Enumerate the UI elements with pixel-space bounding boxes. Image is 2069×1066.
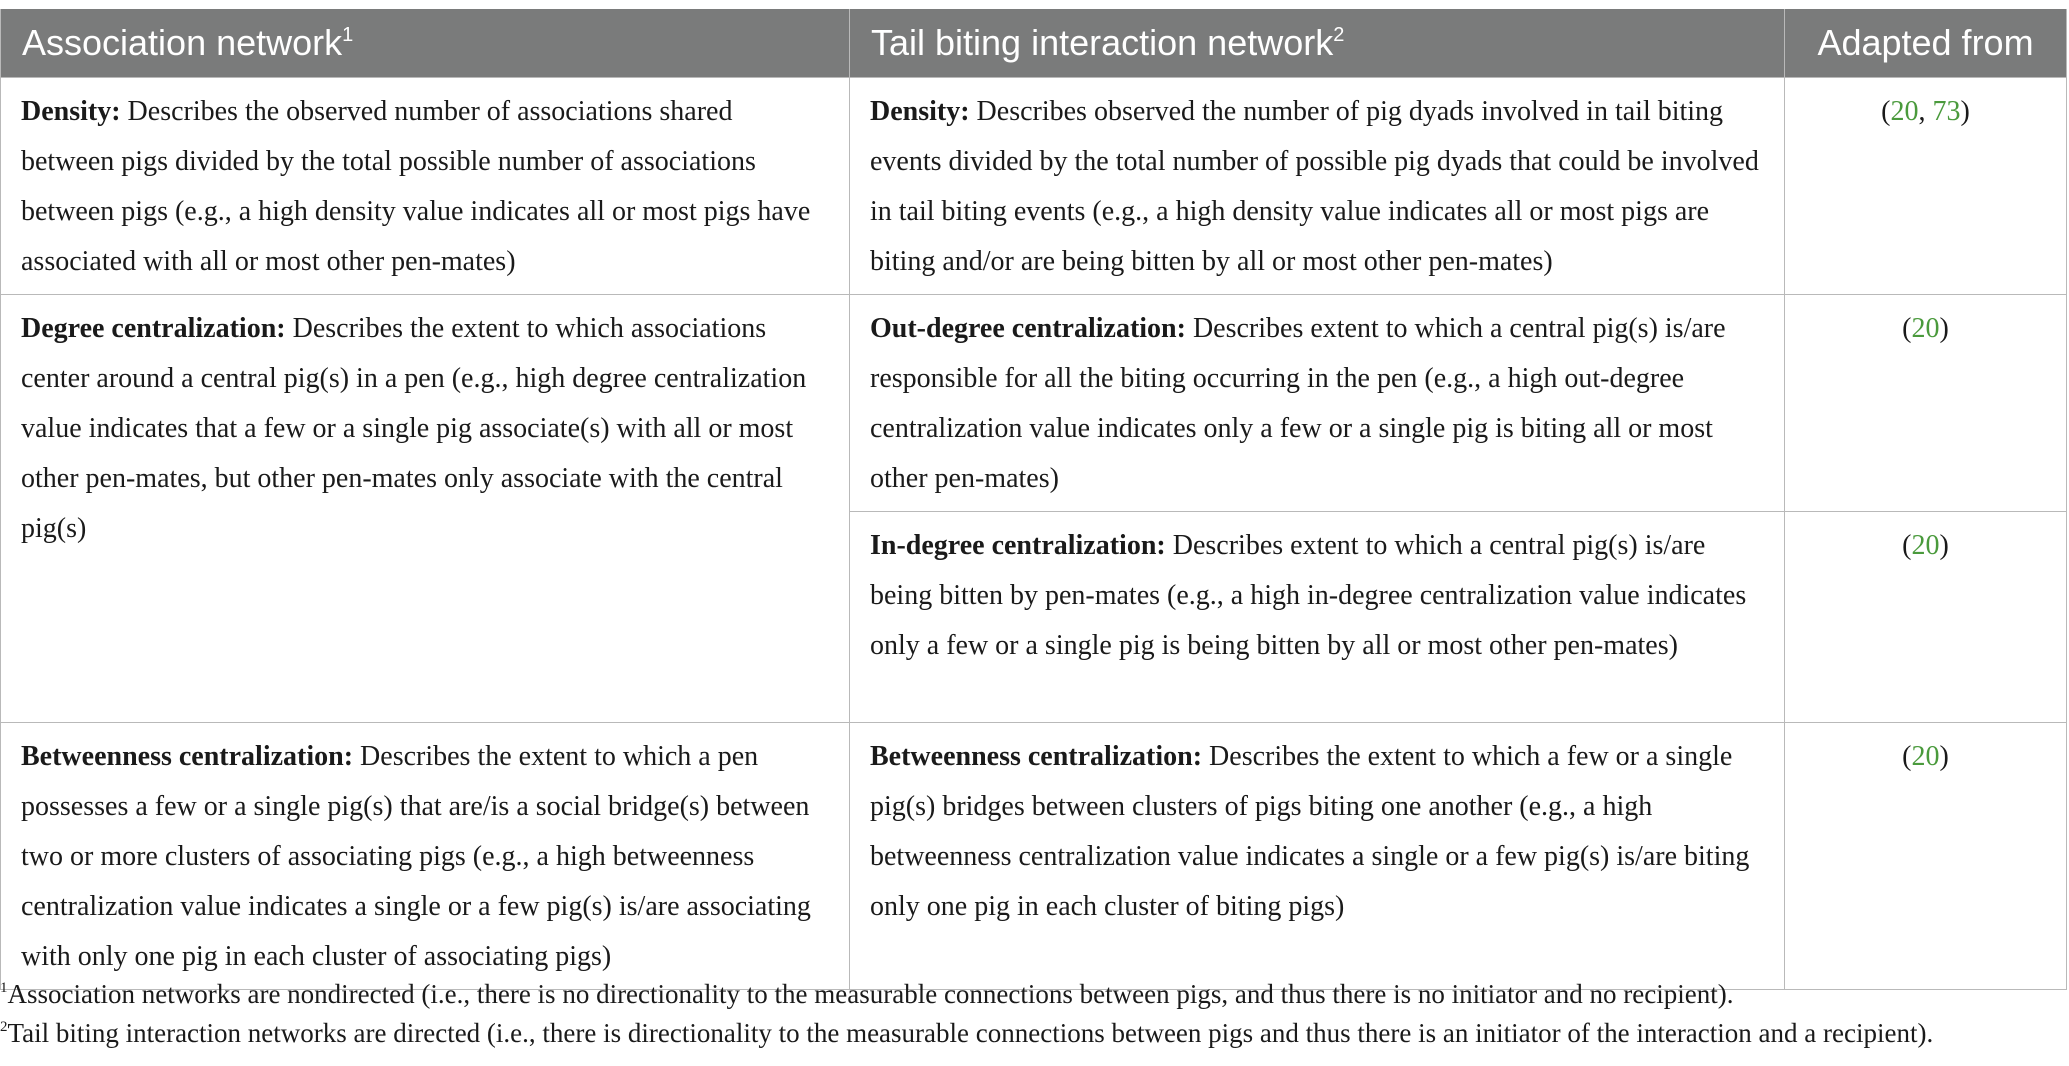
table-header xyxy=(1,9,2067,78)
tail-cell-in-degree xyxy=(850,512,1785,723)
header-tail-biting-network: Tail biting interaction network$^2$ xyxy=(850,9,1785,78)
tail-cell-out-degree xyxy=(850,295,1785,512)
ref-link[interactable]: 20 xyxy=(1911,313,1940,344)
header-row xyxy=(1,9,2067,78)
table-row xyxy=(1,78,2067,295)
table-body xyxy=(1,78,2067,990)
tail-cell-density xyxy=(850,78,1785,295)
description: Describes the extent to which a pen possesses a few or a single pig(s) that are/is a social bridge(s) between two or more clusters of associating pigs (e.g., a high betweenness centralization value indicates a single or a few pig(s) is/are associating with only one pig in each cluster of associating pigs) xyxy=(21,741,811,972)
ref-cell-out-degree: (20) xyxy=(1785,295,2067,512)
ref-cell-betweenness: (20) xyxy=(1785,723,2067,990)
ref-link[interactable]: 20 xyxy=(1890,96,1919,127)
assoc-cell-density xyxy=(1,78,850,295)
ref-cell-density: (20, 73) xyxy=(1785,78,2067,295)
term: Density: xyxy=(870,96,970,127)
table-row xyxy=(1,723,2067,990)
table-row xyxy=(1,295,2067,512)
header-adapted-from: Adapted from xyxy=(1785,9,2067,78)
table xyxy=(0,9,2067,990)
assoc-cell-betweenness xyxy=(1,723,850,990)
description: Describes the extent to which associations center around a central pig(s) in a pen (e.g., high degree centralization value indicates that a few or a single pig associate(s) with all or most other pen-mates, but other pen-mates only associate with the central pig(s) xyxy=(21,313,807,544)
footnote-2: $^2$Tail biting interaction networks are directed (i.e., there is directionality to the measurable connections between pigs and thus there is an initiator of the interaction and a recipient). xyxy=(0,1018,1934,1048)
term: Betweenness centralization: xyxy=(870,741,1203,772)
description: Describes extent to which a central pig(s) is/are being bitten by pen-mates (e.g., a high in-degree centralization value indicates only a few or a single pig is being bitten by all or most other pen-mates) xyxy=(870,530,1747,661)
term: Betweenness centralization: xyxy=(21,741,354,772)
ref-link[interactable]: 20 xyxy=(1911,530,1940,561)
term: Density: xyxy=(21,96,121,127)
ref-cell-in-degree: (20) xyxy=(1785,512,2067,723)
description: Describes extent to which a central pig(s) is/are responsible for all the biting occurring in the pen (e.g., a high out-degree centralization value indicates only a few or a single pig is biting all or most other pen-mates) xyxy=(870,313,1726,494)
ref-link[interactable]: 20 xyxy=(1911,741,1940,772)
assoc-cell-degree-centralization xyxy=(1,295,850,723)
header-association-network: Association network$^1$ xyxy=(1,9,850,78)
term: In-degree centralization: xyxy=(870,530,1166,561)
ref-link[interactable]: 73 xyxy=(1932,96,1961,127)
table-footnotes xyxy=(0,975,2066,1053)
term: Degree centralization: xyxy=(21,313,286,344)
footnote-1: $^1$Association networks are nondirected (i.e., there is no directionality to the measurable connections between pigs, and thus there is no initiator and no recipient). xyxy=(0,979,1734,1009)
tail-cell-betweenness xyxy=(850,723,1785,990)
description: Describes the observed number of associations shared between pigs divided by the total possible number of associations between pigs (e.g., a high density value indicates all or most pigs have associated with all or most other pen-mates) xyxy=(21,96,811,277)
footnote-marker-1: 1 xyxy=(342,24,354,46)
network-measures-table xyxy=(0,9,2066,990)
footnote-marker-2: 2 xyxy=(1333,24,1345,46)
term: Out-degree centralization: xyxy=(870,313,1186,344)
description: Describes the extent to which a few or a single pig(s) bridges between clusters of pigs biting one another (e.g., a high betweenness centralization value indicates a single or a few pig(s) is/are biting only one pig in each cluster of biting pigs) xyxy=(870,741,1750,922)
description: Describes observed the number of pig dyads involved in tail biting events divided by the total number of possible pig dyads that could be involved in tail biting events (e.g., a high density value indicates all or most pigs are biting and/or are being bitten by all or most other pen-mates) xyxy=(870,96,1759,277)
